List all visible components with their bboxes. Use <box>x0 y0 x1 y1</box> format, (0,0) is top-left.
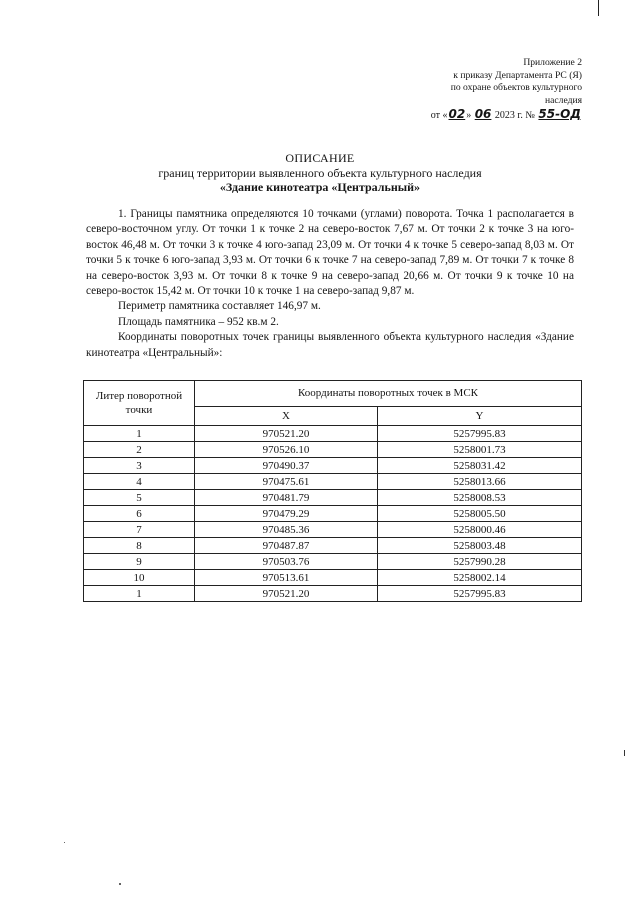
point-cell: 5 <box>84 490 195 506</box>
date-day: 02 <box>448 107 466 121</box>
scan-speck <box>64 842 65 843</box>
doc-subtitle: границ территории выявленного объекта культурного наследия <box>158 166 482 180</box>
area-line: Площадь памятника – 952 кв.м 2. <box>118 315 279 328</box>
table-row <box>84 474 582 490</box>
y-cell: 5257995.83 <box>377 426 581 442</box>
scan-speck <box>119 883 121 885</box>
header-x: X <box>195 406 378 425</box>
body-text <box>86 207 574 361</box>
point-cell: 1 <box>84 426 195 442</box>
x-cell: 970521.20 <box>195 586 378 602</box>
header-y: Y <box>377 406 581 425</box>
table-row <box>84 570 582 586</box>
x-cell: 970481.79 <box>195 490 378 506</box>
y-cell: 5258003.48 <box>377 538 581 554</box>
table-row <box>84 442 582 458</box>
appendix-heritage-line: наследия <box>545 94 582 106</box>
point-cell: 8 <box>84 538 195 554</box>
appendix-order-line: к приказу Департамента РС (Я) <box>453 69 582 81</box>
table-row <box>84 522 582 538</box>
y-cell: 5258000.46 <box>377 522 581 538</box>
appendix-date-line <box>382 108 582 123</box>
date-prefix: от « <box>430 110 448 121</box>
y-cell: 5257990.28 <box>377 554 581 570</box>
date-month: 06 <box>474 107 492 121</box>
y-cell: 5258002.14 <box>377 570 581 586</box>
x-cell: 970487.87 <box>195 538 378 554</box>
coordinates-table <box>83 380 582 602</box>
y-cell: 5258005.50 <box>377 506 581 522</box>
appendix-title: Приложение 2 <box>523 57 582 68</box>
table-row <box>84 554 582 570</box>
x-cell: 970503.76 <box>195 554 378 570</box>
point-cell: 7 <box>84 522 195 538</box>
object-name: «Здание кинотеатра «Центральный» <box>219 180 421 194</box>
x-cell: 970521.20 <box>195 426 378 442</box>
x-cell: 970479.29 <box>195 506 378 522</box>
doc-title: ОПИСАНИЕ <box>285 151 355 165</box>
x-cell: 970475.61 <box>195 474 378 490</box>
header-point: Литер поворотной точки <box>84 381 195 426</box>
table-row <box>84 538 582 554</box>
y-cell: 5258001.73 <box>377 442 581 458</box>
coords-intro: Координаты поворотных точек границы выявленного объекта культурного наследия «Здание кинотеатра «Центральный»: <box>86 331 574 359</box>
date-mid: » <box>466 110 472 121</box>
table-row <box>84 506 582 522</box>
perimeter-line: Периметр памятника составляет 146,97 м. <box>118 300 321 313</box>
point-cell: 3 <box>84 458 195 474</box>
point-cell: 4 <box>84 474 195 490</box>
header-coords: Координаты поворотных точек в МСК <box>195 381 582 407</box>
table-row <box>84 586 582 602</box>
date-year: 2023 г. № <box>494 110 535 121</box>
table-row <box>84 490 582 506</box>
scan-speck <box>624 750 625 756</box>
y-cell: 5258031.42 <box>377 458 581 474</box>
table-row <box>84 426 582 442</box>
point-cell: 1 <box>84 586 195 602</box>
point-cell: 2 <box>84 442 195 458</box>
table-row <box>84 458 582 474</box>
order-number: 55-ОД <box>538 107 581 121</box>
point-cell: 9 <box>84 554 195 570</box>
appendix-dept-line: по охране объектов культурного <box>450 82 582 93</box>
point-cell: 6 <box>84 506 195 522</box>
point-cell: 10 <box>84 570 195 586</box>
x-cell: 970513.61 <box>195 570 378 586</box>
y-cell: 5257995.83 <box>377 586 581 602</box>
boundary-description: 1. Границы памятника определяются 10 точками (углами) поворота. Точка 1 располагается в северо-восточном углу. От точки 1 к точке 2 на северо-восток 7,67 м. От точки 2 к точке 3 на юго-восток 46,48 м. От точки 3 к точке 4 юго-запад 23,09 м. От точки 4 к точке 5 северо-запад 8,03 м. От точки 5 к точке 6 юго-запад 3,93 м. От точки 6 к точке 7 на северо-запад 7,89 м. От точки 7 к точке 8 на северо-восток 3,93 м. От точки 8 к точке 9 на северо-запад 20,66 м. От точки 9 к точке 10 на северо-восток 15,42 м. От точки 10 к точке 1 на северо-запад 9,87 м. <box>86 208 574 298</box>
x-cell: 970490.37 <box>195 458 378 474</box>
y-cell: 5258013.66 <box>377 474 581 490</box>
scan-edge-mark <box>598 0 599 16</box>
y-cell: 5258008.53 <box>377 490 581 506</box>
x-cell: 970526.10 <box>195 442 378 458</box>
appendix-header <box>382 57 582 123</box>
x-cell: 970485.36 <box>195 522 378 538</box>
